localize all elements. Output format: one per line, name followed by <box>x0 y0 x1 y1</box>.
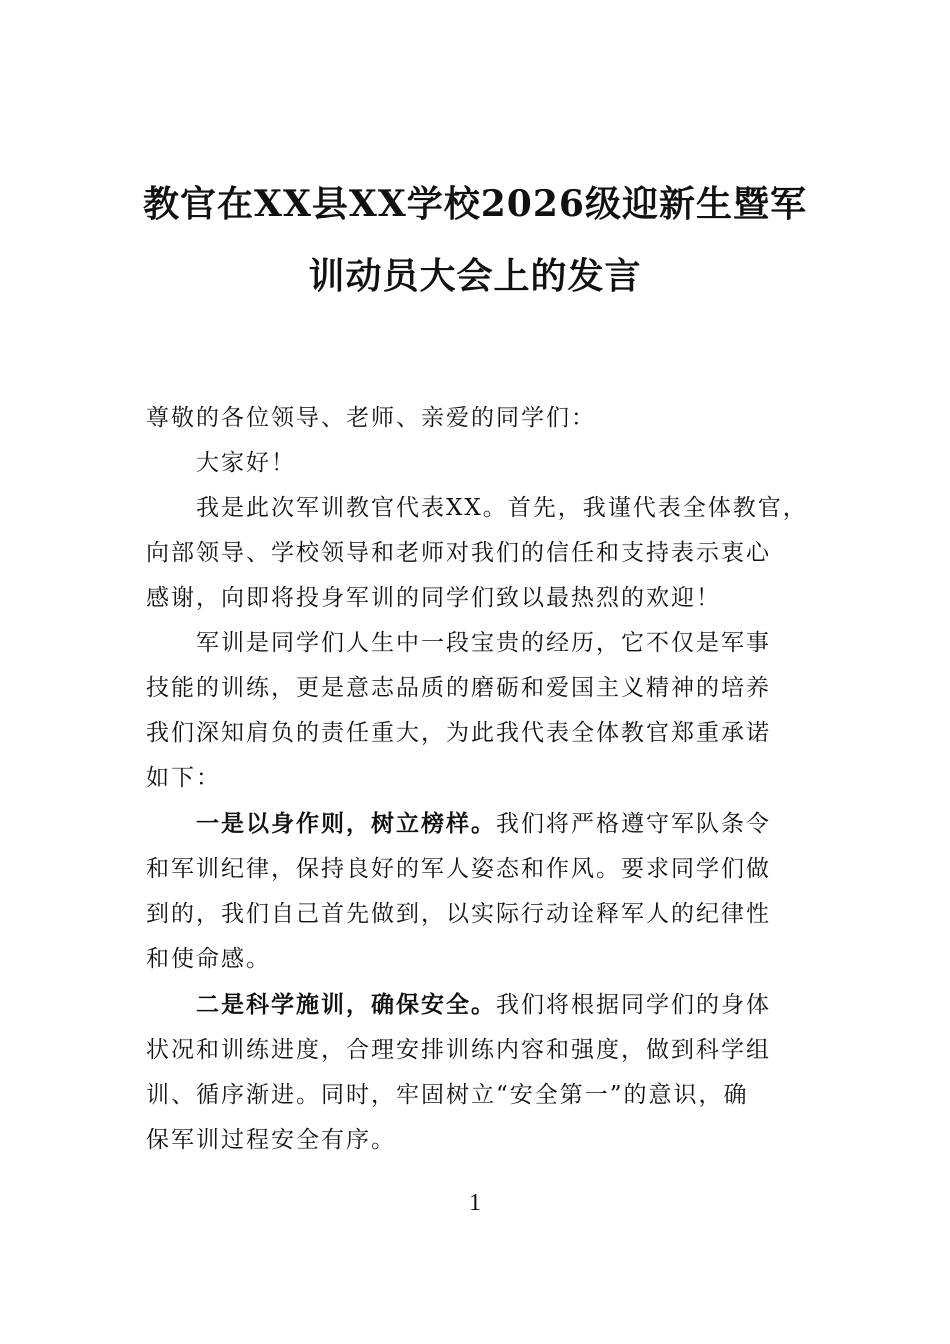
promise-one-first-line <box>146 801 812 847</box>
title-line: 教官在XX县XX学校2026级迎新生暨军 <box>143 183 807 225</box>
promise-one-text: 我们将严格遵守军队条令 <box>496 811 771 837</box>
significance-line: 我们深知肩负的责任重大，为此我代表全体教官郑重承诺 <box>146 720 771 746</box>
intro-line: 向部领导、学校领导和老师对我们的信任和支持表示衷心 <box>146 540 771 566</box>
significance-line: 军训是同学们人生中一段宝贵的经历，它不仅是军事 <box>196 630 771 656</box>
intro-line: 感谢，向即将投身军训的同学们致以最热烈的欢迎！ <box>146 585 721 611</box>
page-number: 1 <box>469 1190 481 1216</box>
promise-one-heading: 一是以身作则，树立榜样。 <box>196 810 496 837</box>
salutation: 尊敬的各位领导、老师、亲爱的同学们： <box>146 405 596 431</box>
promise-one-line: 到的，我们自己首先做到，以实际行动诠释军人的纪律性 <box>146 901 771 927</box>
document-body <box>146 396 812 1163</box>
title-line: 训动员大会上的发言 <box>308 255 642 297</box>
promise-two-first-line <box>146 982 812 1028</box>
promise-two-line: 保军训过程安全有序。 <box>146 1127 396 1153</box>
promise-two-heading: 二是科学施训，确保安全。 <box>196 991 496 1018</box>
significance-line: 技能的训练，更是意志品质的磨砺和爱国主义精神的培养 <box>146 675 771 701</box>
promise-one-line: 和军训纪律，保持良好的军人姿态和作风。要求同学们做 <box>146 856 771 882</box>
promise-two-text: 我们将根据同学们的身体 <box>496 992 771 1018</box>
intro-line: 我是此次军训教官代表XX。首先，我谨代表全体教官， <box>196 495 808 521</box>
significance-line: 如下： <box>146 765 221 791</box>
promise-one-line: 和使命感。 <box>146 946 271 972</box>
promise-two-line: 状况和训练进度，合理安排训练内容和强度，做到科学组 <box>146 1037 771 1063</box>
document-title <box>120 168 830 312</box>
promise-two-line: 训、循序渐进。同时，牢固树立“安全第一”的意识，确 <box>146 1082 749 1108</box>
greeting: 大家好！ <box>196 450 296 476</box>
